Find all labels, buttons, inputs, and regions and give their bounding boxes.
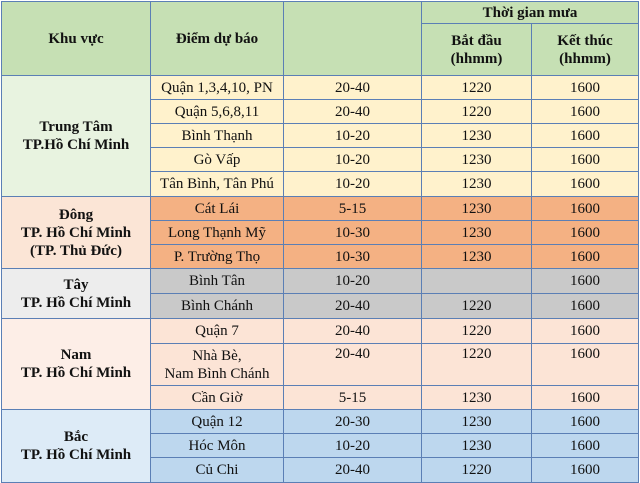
header-diem-du-bao: Điểm dự báo — [151, 2, 284, 76]
start-time: 1220 — [422, 344, 532, 386]
region-tay — [2, 269, 151, 319]
forecast-point: Bình Thạnh — [151, 124, 284, 148]
region-label: TP. Hồ Chí Minh — [20, 365, 132, 381]
table-row — [2, 319, 639, 344]
rain-amount: 20-40 — [284, 319, 422, 344]
region-label: TP. Hồ Chí Minh — [20, 224, 132, 241]
table-row — [2, 76, 639, 100]
start-time: 1230 — [422, 197, 532, 221]
region-dong — [2, 197, 151, 269]
region-label: (TP. Thủ Đức) — [30, 242, 122, 259]
region-nam — [2, 319, 151, 410]
header-row-1 — [2, 2, 639, 24]
rain-amount: 20-40 — [284, 344, 422, 386]
forecast-point: Quận 1,3,4,10, PN — [151, 76, 284, 100]
table-row — [2, 269, 639, 294]
rain-amount: 20-40 — [284, 100, 422, 124]
start-time: 1230 — [422, 124, 532, 148]
start-time: 1220 — [422, 100, 532, 124]
rain-amount: 10-30 — [284, 221, 422, 245]
region-label: Bắc — [63, 429, 89, 445]
region-label: TP.Hồ Chí Minh — [22, 137, 130, 153]
header-ket-thuc-label: Kết thúc — [557, 32, 613, 49]
forecast-point: Cần Giờ — [151, 386, 284, 410]
forecast-point-line: Nam Bình Chánh — [164, 365, 270, 382]
header-khu-vuc: Khu vực — [2, 2, 151, 76]
forecast-point: Cát Lái — [151, 197, 284, 221]
rain-amount: 20-40 — [284, 458, 422, 483]
start-time: 1220 — [422, 294, 532, 319]
region-trung-tam — [2, 76, 151, 197]
end-time: 1600 — [532, 221, 639, 245]
end-time: 1600 — [532, 386, 639, 410]
end-time: 1600 — [532, 245, 639, 269]
rain-amount: 10-20 — [284, 148, 422, 172]
forecast-point: Củ Chi — [151, 458, 284, 483]
region-label: Nam — [60, 347, 92, 363]
end-time: 1600 — [532, 172, 639, 197]
forecast-point: Gò Vấp — [151, 148, 284, 172]
start-time: 1230 — [422, 148, 532, 172]
header-bat-dau — [422, 24, 532, 76]
start-time: 1230 — [422, 221, 532, 245]
region-label: TP. Hồ Chí Minh — [20, 447, 132, 463]
start-time — [422, 269, 532, 294]
rain-amount: 10-20 — [284, 124, 422, 148]
table-row — [2, 197, 639, 221]
header-rain-amount — [284, 2, 422, 76]
start-time: 1230 — [422, 410, 532, 434]
start-time: 1230 — [422, 434, 532, 458]
table-row — [2, 410, 639, 434]
forecast-point: P. Trường Thọ — [151, 245, 284, 269]
end-time: 1600 — [532, 344, 639, 386]
region-label: Trung Tâm — [39, 119, 113, 135]
end-time: 1600 — [532, 124, 639, 148]
region-label: Tây — [63, 276, 89, 293]
region-bac — [2, 410, 151, 483]
start-time: 1220 — [422, 319, 532, 344]
end-time: 1600 — [532, 148, 639, 172]
rain-amount: 20-30 — [284, 410, 422, 434]
end-time: 1600 — [532, 294, 639, 319]
start-time: 1230 — [422, 172, 532, 197]
start-time: 1220 — [422, 458, 532, 483]
end-time: 1600 — [532, 100, 639, 124]
forecast-point: Quận 12 — [151, 410, 284, 434]
forecast-point: Hóc Môn — [151, 434, 284, 458]
rain-amount: 10-20 — [284, 269, 422, 294]
rain-forecast-table — [1, 1, 639, 483]
header-bat-dau-label: Bắt đầu — [451, 32, 502, 49]
rain-amount: 10-30 — [284, 245, 422, 269]
header-ket-thuc-unit: (hhmm) — [559, 50, 611, 67]
region-label: TP. Hồ Chí Minh — [20, 294, 132, 311]
start-time: 1220 — [422, 76, 532, 100]
forecast-point — [151, 344, 284, 386]
forecast-point: Bình Chánh — [151, 294, 284, 319]
rain-amount: 10-20 — [284, 434, 422, 458]
end-time: 1600 — [532, 319, 639, 344]
forecast-point: Tân Bình, Tân Phú — [151, 172, 284, 197]
forecast-point-line: Nhà Bè, — [192, 347, 242, 364]
start-time: 1230 — [422, 386, 532, 410]
header-thoi-gian-mua: Thời gian mưa — [422, 2, 639, 24]
rain-amount: 5-15 — [284, 197, 422, 221]
header-ket-thuc — [532, 24, 639, 76]
end-time: 1600 — [532, 269, 639, 294]
end-time: 1600 — [532, 458, 639, 483]
end-time: 1600 — [532, 434, 639, 458]
rain-amount: 5-15 — [284, 386, 422, 410]
forecast-point: Quận 7 — [151, 319, 284, 344]
rain-amount: 10-20 — [284, 172, 422, 197]
forecast-point: Bình Tân — [151, 269, 284, 294]
region-label: Đông — [58, 206, 94, 223]
forecast-point: Quận 5,6,8,11 — [151, 100, 284, 124]
end-time: 1600 — [532, 76, 639, 100]
header-bat-dau-unit: (hhmm) — [450, 50, 503, 67]
end-time: 1600 — [532, 410, 639, 434]
start-time: 1230 — [422, 245, 532, 269]
end-time: 1600 — [532, 197, 639, 221]
rain-amount: 20-40 — [284, 76, 422, 100]
rain-amount: 20-40 — [284, 294, 422, 319]
forecast-point: Long Thạnh Mỹ — [151, 221, 284, 245]
